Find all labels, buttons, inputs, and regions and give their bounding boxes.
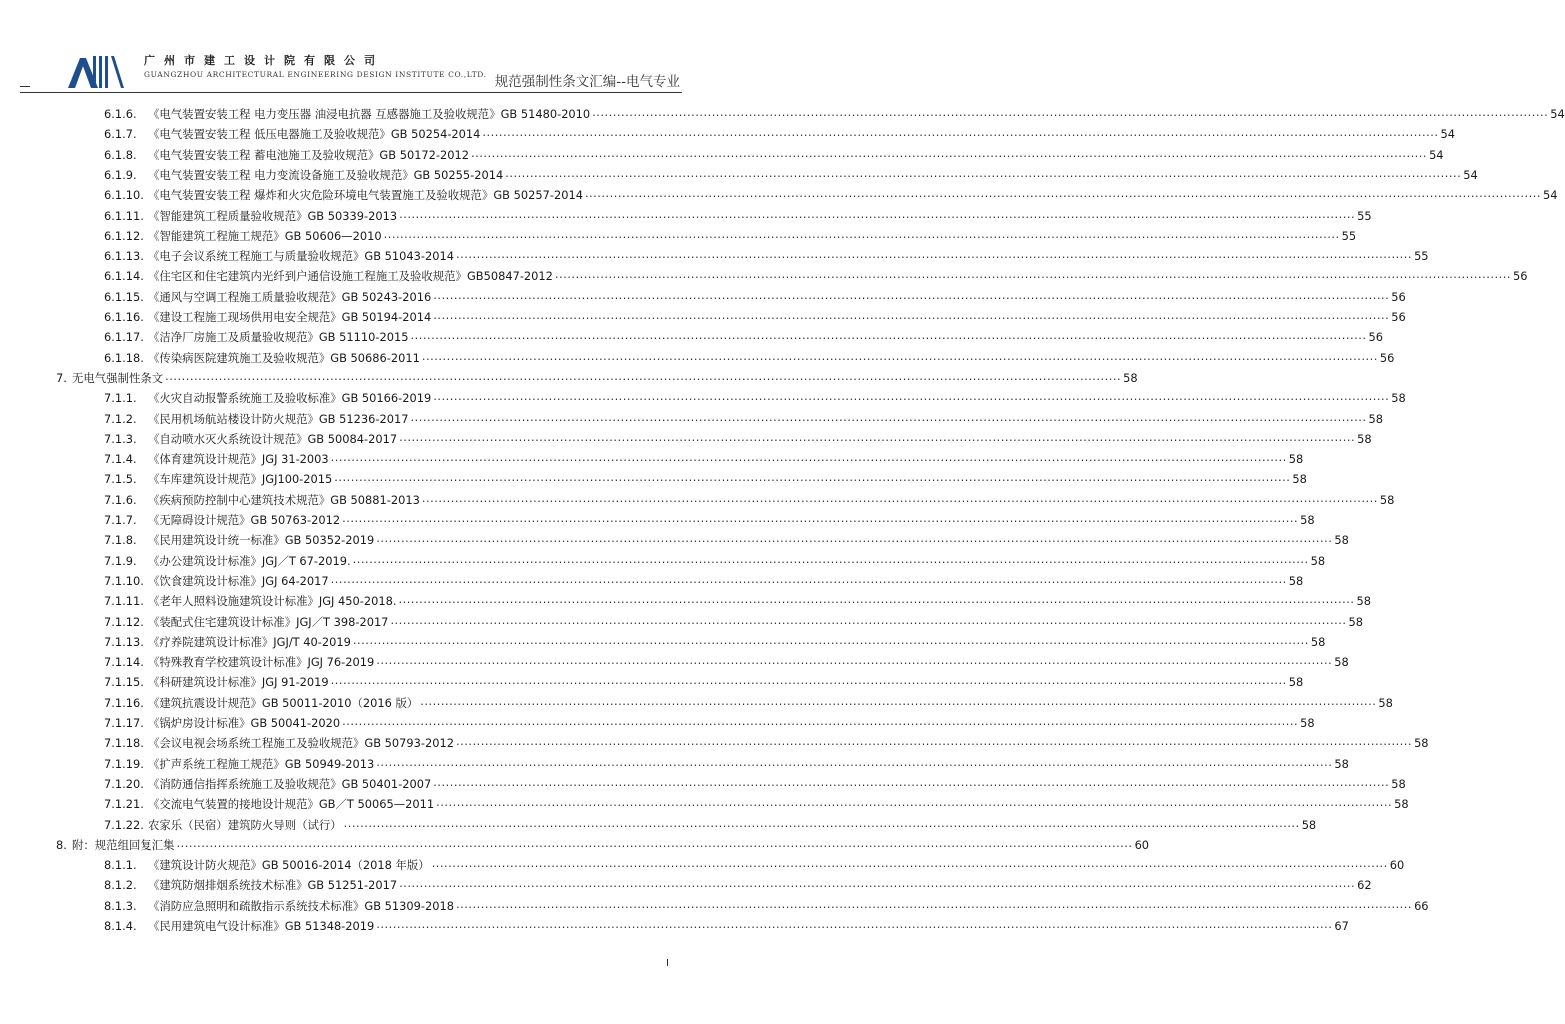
toc-entry[interactable]	[104, 855, 1405, 875]
toc-entry-page: 58	[1356, 594, 1372, 609]
toc-entry-number: 6.1.6.	[104, 107, 137, 121]
toc-entry-title: 《通风与空调工程施工质量验收规范》GB 50243-2016	[148, 289, 432, 304]
toc-entry-title: 《老年人照料设施建筑设计标准》JGJ 450-2018.	[148, 594, 397, 609]
toc-entry-number: 7.1.8.	[104, 533, 137, 548]
toc-entry-number: 7.1.16.	[104, 695, 144, 710]
toc-entry-number: 7.	[56, 370, 67, 385]
toc-entry-title: 《办公建筑设计标准》JGJ／T 67-2019.	[148, 553, 351, 568]
toc-entry-page: 58	[1391, 391, 1406, 406]
toc-entry[interactable]	[104, 348, 1395, 368]
toc-entry-title: 《建设工程施工现场供用电安全规范》GB 50194-2014	[148, 310, 432, 324]
toc-entry[interactable]	[104, 774, 1406, 794]
toc-entry-number: 6.1.15.	[104, 289, 144, 304]
toc-dot-leader	[399, 432, 1355, 446]
toc-entry[interactable]	[104, 510, 1315, 530]
toc-dot-leader	[420, 696, 1376, 710]
toc-entry-page: 58	[1391, 776, 1406, 791]
toc-dot-leader	[331, 675, 1287, 689]
toc-dot-leader	[592, 107, 1548, 121]
toc-entry[interactable]	[104, 733, 1429, 753]
toc-entry-page: 60	[1134, 837, 1150, 852]
toc-dot-leader	[505, 168, 1461, 182]
toc-entry-number: 8.1.3.	[104, 898, 137, 913]
toc-entry-title: 《电气装置安装工程 蓄电池施工及验收规范》GB 50172-2012	[148, 147, 470, 162]
toc-entry-page: 58	[1288, 573, 1304, 588]
toc-entry[interactable]	[104, 571, 1304, 591]
toc-entry-page: 58	[1379, 492, 1395, 507]
toc-entry-title: 《建筑设计防火规范》GB 50016-2014（2018 年版）	[148, 858, 430, 873]
toc-entry-title: 《饮食建筑设计标准》JGJ 64-2017	[148, 573, 329, 588]
toc-entry[interactable]	[104, 145, 1444, 165]
toc-entry[interactable]	[104, 632, 1326, 652]
company-name-cn: 广州市建工设计院有限公司	[144, 54, 384, 67]
toc-entry[interactable]	[104, 449, 1304, 469]
toc-dot-leader	[399, 878, 1355, 892]
toc-entry[interactable]	[104, 409, 1383, 429]
toc-dot-leader	[390, 615, 1346, 629]
toc-dot-leader	[376, 655, 1332, 669]
toc-dot-leader	[410, 412, 1366, 426]
toc-entry[interactable]	[104, 388, 1406, 408]
toc-entry-title: 《科研建筑设计标准》JGJ 91-2019	[148, 675, 329, 690]
toc-entry-page: 54	[1429, 147, 1444, 162]
toc-entry-number: 7.1.1.	[104, 391, 137, 406]
toc-entry-number: 6.1.13.	[104, 249, 144, 264]
toc-dot-leader	[433, 391, 1389, 405]
toc-entry[interactable]	[104, 672, 1304, 692]
toc-entry-title: 附：规范组回复汇集	[72, 837, 175, 852]
toc-dot-leader	[342, 513, 1298, 527]
toc-entry-page: 58	[1368, 411, 1383, 426]
toc-entry-page: 54	[1463, 167, 1478, 182]
toc-entry[interactable]	[104, 246, 1429, 266]
toc-dot-leader	[471, 148, 1427, 162]
toc-dot-leader	[331, 452, 1287, 466]
toc-entry-title: 《无障碍设计规范》GB 50763-2012	[148, 513, 341, 527]
toc-dot-leader	[384, 229, 1340, 243]
toc-entry-number: 7.1.6.	[104, 492, 137, 507]
toc-entry-number: 7.1.10.	[104, 573, 144, 588]
toc-entry[interactable]	[104, 530, 1349, 550]
toc-entry-page: 58	[1300, 716, 1315, 730]
toc-entry-title: 《体育建筑设计规范》JGJ 31-2003	[148, 452, 329, 467]
toc-entry-title: 农家乐（民宿）建筑防火导则（试行）	[148, 817, 342, 832]
toc-entry-page: 58	[1288, 675, 1304, 690]
toc-entry-number: 7.1.3.	[104, 431, 137, 446]
toc-entry[interactable]	[104, 185, 1558, 205]
company-name-en: GUANGZHOU ARCHITECTURAL ENGINEERING DESIGN INSTITUTE CO.,LTD.	[144, 70, 487, 79]
toc-entry-page: 54	[1542, 188, 1558, 203]
toc-entry[interactable]	[56, 368, 1138, 388]
company-logo-icon	[66, 52, 128, 90]
toc-entry-number: 6.1.17.	[104, 330, 144, 345]
toc-dot-leader	[433, 310, 1389, 324]
toc-entry-page: 60	[1389, 858, 1405, 873]
toc-entry-page: 56	[1512, 269, 1528, 284]
toc-entry-page: 58	[1378, 695, 1393, 710]
toc-dot-leader	[353, 554, 1309, 568]
toc-entry-title: 《洁净厂房施工及质量验收规范》GB 51110-2015	[148, 330, 409, 345]
toc-entry-number: 7.1.15.	[104, 675, 144, 690]
toc-entry-title: 《火灾自动报警系统施工及验收标准》GB 50166-2019	[148, 391, 432, 406]
toc-entry-title: 《消防通信指挥系统施工及验收规范》GB 50401-2007	[148, 776, 432, 791]
toc-entry-page: 62	[1357, 878, 1372, 893]
toc-entry-number: 6.1.18.	[104, 350, 144, 365]
toc-entry-number: 7.1.9.	[104, 553, 137, 568]
toc-entry[interactable]	[104, 165, 1478, 185]
toc-dot-leader	[433, 777, 1389, 791]
toc-entry[interactable]	[104, 875, 1372, 895]
toc-entry-title: 《电气装置安装工程 电力变流设备施工及验收规范》GB 50255-2014	[148, 167, 504, 182]
toc-entry[interactable]	[104, 490, 1395, 510]
toc-entry[interactable]	[104, 226, 1357, 246]
toc-entry-page: 58	[1414, 736, 1429, 751]
toc-dot-leader	[422, 351, 1378, 365]
toc-dot-leader	[555, 269, 1511, 283]
toc-dot-leader	[177, 838, 1133, 852]
toc-entry-page: 58	[1334, 533, 1349, 548]
toc-dot-leader	[344, 818, 1300, 832]
toc-entry[interactable]	[104, 307, 1406, 327]
toc-entry-title: 《锅炉房设计标准》GB 50041-2020	[148, 716, 341, 730]
toc-dot-leader	[376, 757, 1332, 771]
toc-entry-page: 58	[1300, 513, 1315, 527]
toc-entry-page: 58	[1310, 553, 1326, 568]
toc-entry-number: 7.1.4.	[104, 452, 137, 467]
toc-entry-title: 《智能建筑工程施工规范》GB 50606—2010	[148, 228, 382, 243]
header-divider	[20, 92, 682, 93]
page-number: I	[666, 958, 669, 969]
toc-entry-number: 7.1.14.	[104, 655, 144, 670]
toc-entry[interactable]	[104, 591, 1372, 611]
toc-entry[interactable]	[104, 896, 1429, 916]
toc-entry-page: 54	[1550, 107, 1565, 121]
toc-entry-number: 6.1.16.	[104, 310, 144, 324]
toc-entry-number: 8.	[56, 837, 67, 852]
toc-entry-title: 《传染病医院建筑施工及验收规范》GB 50686-2011	[148, 350, 420, 365]
toc-dot-leader	[456, 736, 1412, 750]
toc-entry-page: 56	[1391, 289, 1406, 304]
document-title: 规范强制性条文汇编--电气专业	[494, 74, 680, 90]
toc-entry-page: 67	[1334, 919, 1349, 933]
toc-dot-leader	[376, 919, 1332, 933]
toc-entry[interactable]	[104, 104, 1565, 124]
toc-entry-page: 58	[1357, 431, 1372, 446]
toc-dot-leader	[436, 797, 1392, 811]
toc-dot-leader	[331, 574, 1287, 588]
toc-entry-page: 55	[1341, 228, 1357, 243]
toc-dot-leader	[422, 493, 1378, 507]
toc-entry-number: 6.1.10.	[104, 188, 144, 203]
toc-entry-number: 7.1.5.	[104, 472, 137, 487]
toc-entry-title: 《疾病预防控制中心建筑技术规范》GB 50881-2013	[148, 492, 420, 507]
toc-entry-page: 58	[1310, 634, 1326, 649]
toc-entry-number: 6.1.8.	[104, 147, 137, 162]
toc-entry-page: 56	[1368, 330, 1383, 345]
toc-entry[interactable]	[56, 835, 1150, 855]
toc-entry-page: 58	[1334, 756, 1349, 771]
toc-entry-title: 《智能建筑工程质量验收规范》GB 50339-2013	[148, 208, 398, 223]
toc-entry-page: 58	[1334, 655, 1349, 670]
toc-entry-title: 《特殊教育学校建筑设计标准》JGJ 76-2019	[148, 655, 375, 670]
toc-dot-leader	[432, 858, 1388, 872]
toc-entry-title: 《装配式住宅建筑设计标准》JGJ／T 398-2017	[148, 614, 389, 629]
toc-entry-number: 8.1.2.	[104, 878, 137, 893]
toc-entry[interactable]	[104, 815, 1317, 835]
toc-entry-number: 7.1.11.	[104, 594, 144, 609]
toc-entry-title: 《电气装置安装工程 电力变压器 油浸电抗器 互感器施工及验收规范》GB 51480-2010	[148, 107, 591, 121]
toc-dot-leader	[342, 716, 1298, 730]
toc-entry-title: 《疗养院建筑设计标准》JGJ/T 40-2019	[148, 634, 351, 649]
toc-entry-page: 55	[1357, 208, 1372, 223]
toc-entry-title: 《电子会议系统工程施工与质量验收规范》GB 51043-2014	[148, 249, 455, 264]
toc-entry-title: 《车库建筑设计规范》JGJ100-2015	[148, 472, 333, 487]
toc-dot-leader	[482, 127, 1438, 141]
toc-entry-number: 7.1.2.	[104, 411, 137, 426]
page-header	[20, 40, 682, 96]
toc-entry-number: 7.1.18.	[104, 736, 144, 751]
toc-entry[interactable]	[104, 551, 1326, 571]
toc-entry-title: 《建筑抗震设计规范》GB 50011-2010（2016 版）	[148, 695, 419, 710]
toc-entry-number: 7.1.22.	[104, 817, 144, 832]
toc-entry-number: 7.1.21.	[104, 797, 144, 812]
toc-entry-title: 《电气装置安装工程 低压电器施工及验收规范》GB 50254-2014	[148, 127, 481, 142]
corner-mark	[20, 86, 30, 87]
toc-dot-leader	[334, 472, 1290, 486]
toc-dot-leader	[585, 188, 1541, 202]
toc-entry-number: 7.1.19.	[104, 756, 144, 771]
toc-entry[interactable]	[104, 469, 1307, 489]
toc-entry[interactable]	[104, 713, 1315, 733]
toc-entry[interactable]	[104, 794, 1409, 814]
toc-entry-page: 58	[1123, 370, 1138, 385]
toc-entry-title: 《会议电视会场系统工程施工及验收规范》GB 50793-2012	[148, 736, 455, 751]
toc-entry-number: 7.1.13.	[104, 634, 144, 649]
toc-entry-title: 无电气强制性条文	[72, 370, 164, 385]
toc-entry-title: 《住宅区和住宅建筑内光纤到户通信设施工程施工及验收规范》GB50847-2012	[148, 269, 553, 284]
toc-entry-page: 58	[1292, 472, 1307, 487]
toc-entry-number: 7.1.12.	[104, 614, 144, 629]
toc-entry-number: 6.1.14.	[104, 269, 144, 284]
toc-entry-number: 8.1.1.	[104, 858, 137, 873]
toc-entry[interactable]	[104, 612, 1363, 632]
toc-entry-number: 7.1.20.	[104, 776, 144, 791]
toc-dot-leader	[399, 594, 1355, 608]
toc-entry-title: 《民用建筑设计统一标准》GB 50352-2019	[148, 533, 375, 548]
toc-entry-title: 《民用机场航站楼设计防火规范》GB 51236-2017	[148, 411, 409, 426]
toc-entry[interactable]	[104, 266, 1528, 286]
toc-entry-page: 56	[1391, 310, 1406, 324]
toc-entry-title: 《自动喷水灭火系统设计规范》GB 50084-2017	[148, 431, 398, 446]
toc-entry[interactable]	[104, 287, 1406, 307]
toc-entry-title: 《电气装置安装工程 爆炸和火灾危险环境电气装置施工及验收规范》GB 50257-2014	[148, 188, 583, 203]
toc-dot-leader	[456, 899, 1412, 913]
toc-entry-number: 6.1.7.	[104, 127, 137, 142]
toc-entry-number: 6.1.12.	[104, 228, 144, 243]
toc-entry-number: 6.1.11.	[104, 208, 144, 223]
toc-entry-page: 58	[1348, 614, 1363, 629]
toc-entry-title: 《建筑防烟排烟系统技术标准》GB 51251-2017	[148, 878, 398, 893]
toc-dot-leader	[410, 330, 1366, 344]
toc-entry[interactable]	[104, 652, 1349, 672]
toc-dot-leader	[376, 533, 1332, 547]
toc-entry-page: 66	[1414, 898, 1429, 913]
toc-dot-leader	[165, 371, 1121, 385]
toc-entry[interactable]	[104, 916, 1349, 936]
toc-entry-title: 《消防应急照明和疏散指示系统技术标准》GB 51309-2018	[148, 898, 455, 913]
toc-dot-leader	[456, 249, 1412, 263]
toc-entry-page: 58	[1394, 797, 1409, 812]
toc-entry-title: 《民用建筑电气设计标准》GB 51348-2019	[148, 919, 375, 933]
toc-entry[interactable]	[104, 754, 1349, 774]
toc-entry-number: 6.1.9.	[104, 167, 137, 182]
toc-entry[interactable]	[104, 206, 1372, 226]
toc-entry-number: 8.1.4.	[104, 919, 137, 933]
toc-entry-page: 56	[1379, 350, 1395, 365]
toc-entry-page: 55	[1414, 249, 1429, 264]
toc-entry-title: 《扩声系统工程施工规范》GB 50949-2013	[148, 756, 375, 771]
toc-entry[interactable]	[104, 693, 1393, 713]
toc-dot-leader	[353, 635, 1309, 649]
toc-dot-leader	[433, 290, 1389, 304]
toc-entry-page: 58	[1288, 452, 1304, 467]
toc-dot-leader	[399, 209, 1355, 223]
toc-entry-title: 《交流电气装置的接地设计规范》GB／T 50065—2011	[148, 797, 435, 812]
toc-entry[interactable]	[104, 429, 1372, 449]
toc-entry-page: 58	[1301, 817, 1317, 832]
toc-entry-page: 54	[1440, 127, 1455, 142]
toc-entry[interactable]	[104, 327, 1383, 347]
toc-entry[interactable]	[104, 124, 1455, 144]
toc-entry-number: 7.1.17.	[104, 716, 144, 730]
toc-entry-number: 7.1.7.	[104, 513, 137, 527]
